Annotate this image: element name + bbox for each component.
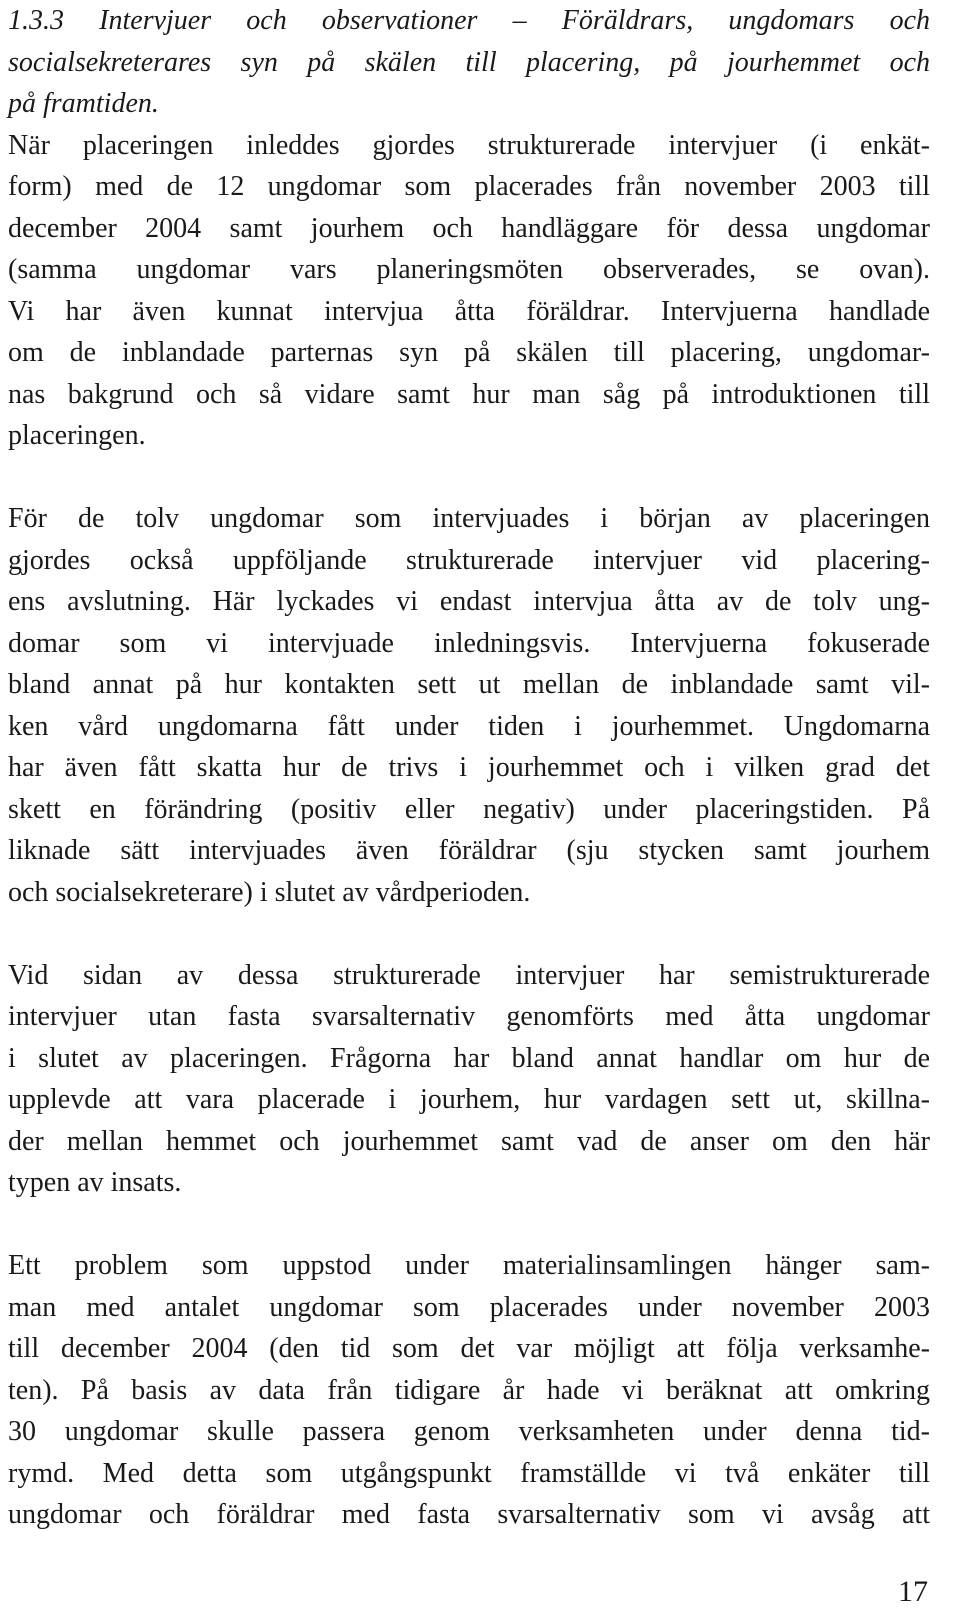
heading-line: socialsekreterares syn på skälen till placering, på jourhemmet och [8,46,930,78]
text-line: (samma ungdomar vars planeringsmöten observerades, se ovan). [8,254,930,285]
paragraph-gap [8,913,930,955]
text-line: Ett problem som uppstod under materialinsamlingen hänger sam- [8,1250,930,1281]
text-line: placeringen. [8,420,146,451]
text-line: till december 2004 (den tid som det var möjligt att följa verksamhe- [8,1333,930,1364]
section-heading [8,0,930,125]
paragraph-3 [8,955,930,1204]
text-line: form) med de 12 ungdomar som placerades från november 2003 till [8,171,930,202]
text-line: upplevde att vara placerade i jourhem, hur vardagen sett ut, skillna- [8,1084,930,1115]
text-line: nas bakgrund och så vidare samt hur man såg på introduktionen till [8,378,930,410]
text-line: domar som vi intervjuade inledningsvis. Intervjuerna fokuserade [8,627,930,659]
text-line: ken vård ungdomarna fått under tiden i jourhemmet. Ungdomarna [8,710,930,742]
text-line: När placeringen inleddes gjordes strukturerade intervjuer (i enkät- [8,129,930,161]
text-line: liknade sätt intervjuades även föräldrar (sju stycken samt jourhem [8,835,930,866]
text-line: skett en förändring (positiv eller negativ) under placeringstiden. På [8,793,930,825]
text-line: bland annat på hur kontakten sett ut mellan de inblandade samt vil- [8,669,930,700]
heading-line: 1.3.3 Intervjuer och observationer – Föräldrars, ungdomars och [8,5,930,36]
text-line: december 2004 samt jourhem och handläggare för dessa ungdomar [8,212,930,244]
text-line: ens avslutning. Här lyckades vi endast intervjua åtta av de tolv ung- [8,586,930,617]
text-line: ten). På basis av data från tidigare år hade vi beräknat att omkring [8,1374,930,1406]
paragraph-gap [8,457,930,499]
paragraph-gap [8,1204,930,1246]
text-line: Vid sidan av dessa strukturerade intervjuer har semistrukturerade [8,959,930,991]
text-line: Vi har även kunnat intervjua åtta föräldrar. Intervjuerna handlade [8,295,930,327]
text-line: i slutet av placeringen. Frågorna har bland annat handlar om hur de [8,1042,930,1074]
text-line: 30 ungdomar skulle passera genom verksamheten under denna tid- [8,1416,930,1447]
text-line: man med antalet ungdomar som placerades under november 2003 [8,1291,930,1323]
heading-line: på framtiden. [8,88,159,119]
text-line: der mellan hemmet och jourhemmet samt vad de anser om den här [8,1125,930,1157]
paragraph-4 [8,1245,930,1536]
text-line: ungdomar och föräldrar med fasta svarsalternativ som vi avsåg att [8,1499,930,1530]
text-line: och socialsekreterare) i slutet av vårdperioden. [8,876,531,908]
paragraph-1 [8,125,930,457]
text-line: För de tolv ungdomar som intervjuades i början av placeringen [8,503,930,534]
document-page [8,0,930,1536]
paragraph-2 [8,498,930,913]
text-line: gjordes också uppföljande strukturerade intervjuer vid placering- [8,544,930,576]
page-number: 17 [898,1575,928,1608]
text-line: rymd. Med detta som utgångspunkt framställde vi två enkäter till [8,1457,930,1489]
text-line: typen av insats. [8,1167,182,1198]
text-line: intervjuer utan fasta svarsalternativ genomförts med åtta ungdomar [8,1001,930,1032]
text-line: har även fått skatta hur de trivs i jourhemmet och i vilken grad det [8,752,930,783]
text-line: om de inblandade parternas syn på skälen till placering, ungdomar- [8,337,930,368]
